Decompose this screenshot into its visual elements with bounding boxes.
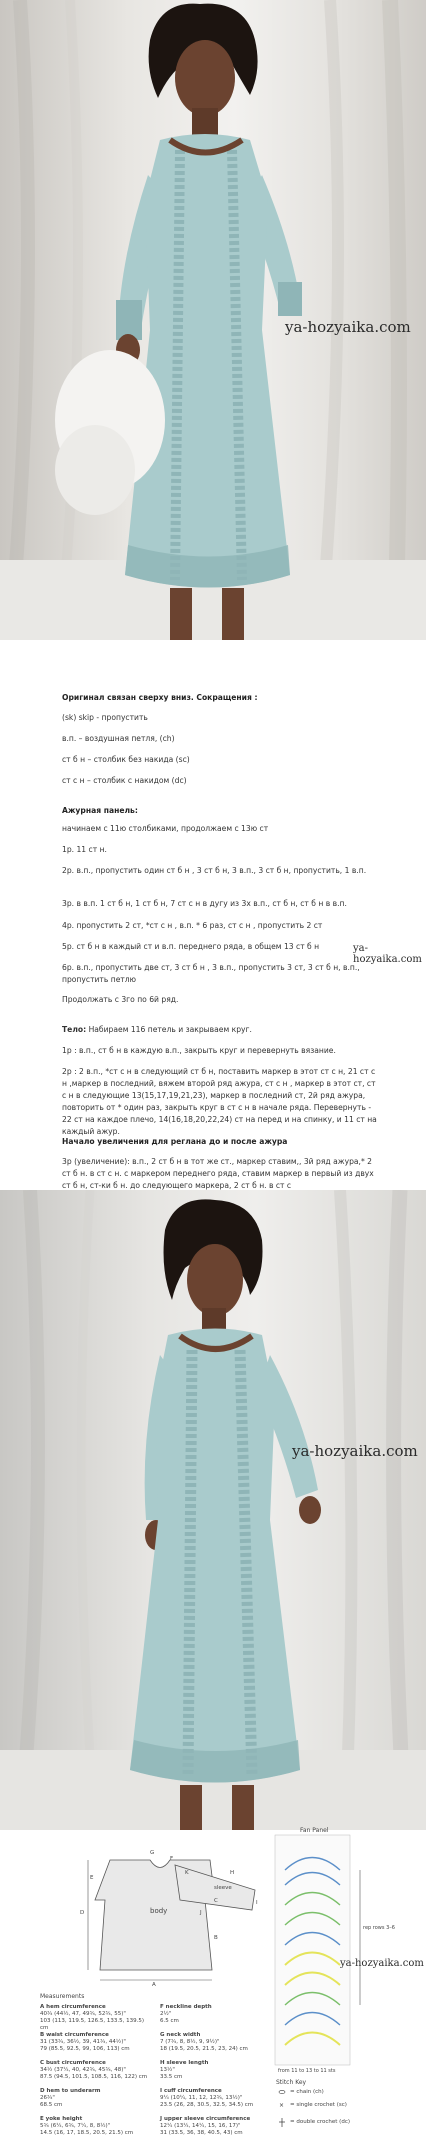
measurement-g-title: G neck width [160, 2032, 201, 2038]
measurement-f [160, 2004, 270, 2025]
abbr-sc: ст б н – столбик без накида (sc) [62, 755, 190, 764]
letter-b: B [214, 1935, 218, 1941]
abbr-dc: ст с н – столбик с накидом (dc) [62, 776, 187, 785]
dress-photo-bottom [0, 1190, 426, 1830]
letter-j: J [200, 1910, 202, 1916]
key-sc: = single crochet (sc) [290, 2102, 347, 2108]
stitch-key-title: Stitch Key [276, 2079, 307, 2086]
panel-row-6: 6р. в.п., пропустить две ст, 3 ст б н , 3 в.п., пропустить 3 ст, 3 ст б н, в.п., пропустить петлю [62, 963, 360, 984]
pattern-text [0, 640, 426, 1190]
dress-photo-top [0, 0, 426, 640]
measurement-b-values: 31 (33¾, 36½, 39, 41¾, 44½)" 79 (85.5, 92.5, 99, 106, 113) cm [40, 2039, 130, 2052]
watermark-photo-top: ya-hozyaika.com [285, 318, 411, 336]
measurement-j-title: J upper sleeve circumference [160, 2116, 251, 2122]
measurements-title: Measurements [40, 1993, 85, 2000]
measurement-f-title: F neckline depth [160, 2004, 212, 2010]
letter-h: H [230, 1870, 235, 1876]
panel-start: начинаем с 11ю столбиками, продолжаем с 13ю ст [62, 824, 269, 833]
sleeve-label-chart: sleeve [214, 1885, 232, 1891]
raglan-heading: Начало увеличения для реглана до и после ажура [62, 1137, 288, 1146]
letter-e: E [90, 1875, 94, 1881]
letter-a: A [152, 1982, 156, 1988]
measurement-g [160, 2032, 270, 2053]
chain-symbol [279, 2090, 285, 2093]
abbr-skip: (sk) skip - пропустить [62, 713, 148, 722]
panel-heading: Ажурная панель: [62, 806, 138, 815]
watermark-photo-bottom: ya-hozyaika.com [292, 1442, 418, 1460]
measurement-c-values: 34½ (37¼, 40, 42¾, 45¾, 48)" 87.5 (94.5, 101.5, 108.5, 116, 122) cm [40, 2067, 148, 2080]
measurement-h-title: H sleeve length [160, 2060, 209, 2066]
letter-d: D [80, 1910, 85, 1916]
fan-panel-chart [275, 1835, 360, 2065]
measurement-d-values: 26¾" 68.5 cm [40, 2095, 63, 2108]
measurement-a-title: A hem circumference [40, 2004, 106, 2010]
letter-c: C [214, 1898, 218, 1904]
key-dc: = double crochet (dc) [290, 2119, 350, 2125]
measurement-h-values: 13½" 33.5 cm [160, 2067, 183, 2080]
abbr-chain: в.п. – воздушная петля, (ch) [62, 734, 175, 743]
watermark-chart: ya-hozyaika.com [340, 1958, 424, 1969]
panel-row-5: 5р. ст б н в каждый ст и в.п. переднего ряда, в общем 13 ст б н [62, 942, 320, 951]
pattern-schematic [0, 1827, 426, 2154]
measurement-i [160, 2088, 270, 2109]
body-row-2: 2р : 2 в.п., *ст с н в следующий ст б н, поставить маркер в этот ст с н, 21 ст с н ,маркер в последний, вяжем второй ряд ажура, ст с н , маркер в этот ст, ст с н в следующие 13(15,17,19,21,23), маркер в последний ст, 2й ряд ажура, повторить от * один раз, закрыть круг в ст с н в начале ряда. Перевернуть - 22 ст на каждое плечо, 14(16,18,20,22,24) ст на перед и на спинку, и 11 ст на каждый ажур. [62, 1067, 377, 1136]
measurement-j-values: 12¼ (13¼, 14¼, 15, 16, 17)" 31 (33.5, 36, 38, 40.5, 43) cm [160, 2123, 243, 2136]
measurement-i-values: 9¼ (10¼, 11, 12, 12¾, 13½)" 23.5 (26, 28, 30.5, 32.5, 34.5) cm [160, 2095, 254, 2108]
measurement-a [40, 2004, 150, 2032]
measurement-j [160, 2116, 270, 2137]
panel-row-4: 4р. пропустить 2 ст, *ст с н , в.п. * 6 раз, ст с н , пропустить 2 ст [62, 921, 323, 930]
intro-heading: Оригинал связан сверху вниз. Сокращения : [62, 693, 258, 702]
measurement-e-values: 5¾ (6¼, 6¾, 7¼, 8, 8½)" 14.5 (16, 17, 18.5, 20.5, 21.5) cm [40, 2123, 134, 2136]
dress-photo-bottom-illustration [0, 1190, 426, 1830]
body-label-chart: body [150, 1907, 168, 1915]
body-row-1: 1р : в.п., ст б н в каждую в.п., закрыть круг и перевернуть вязание. [62, 1046, 336, 1055]
measurement-b [40, 2032, 150, 2053]
panel-repeat: Продолжать с 3го по 6й ряд. [62, 995, 179, 1004]
watermark-text: ya-hozyaika.com [353, 943, 422, 965]
from-label: from 11 to 13 to 11 sts [278, 2068, 336, 2074]
measurement-d [40, 2088, 150, 2109]
body-row-3: 3р (увеличение): в.п., 2 ст б н в тот же ст., маркер ставим,, 3й ряд ажура,* 2 ст б н. в ст с н. с маркером переднего ряда, ставим маркер в первый из двух ст б н, ст-ки б н. до следующего маркера, 2 ст б н. в ст с [62, 1157, 374, 1190]
measurement-e-title: E yoke height [40, 2116, 83, 2122]
panel-row-3: 3р. в в.п. 1 ст б н, 1 ст б н, 7 ст с н в дугу из 3х в.п., ст б н, ст б н в в.п. [62, 899, 347, 908]
measurement-i-title: I cuff circumference [160, 2088, 222, 2094]
repeat-label: rep rows 3–6 [363, 1925, 395, 1931]
fan-panel-title: Fan Panel [300, 1827, 329, 1834]
body-intro [62, 1024, 382, 1036]
measurement-c [40, 2060, 150, 2081]
measurement-g-values: 7 (7¾, 8, 8½, 9, 9½)" 18 (19.5, 20.5, 21.5, 23, 24) cm [160, 2039, 248, 2052]
measurement-c-title: C bust circumference [40, 2060, 106, 2066]
letter-g: G [150, 1850, 155, 1856]
panel-row-2: 2р. в.п., пропустить один ст б н , 3 ст б н, 3 в.п., 3 ст б н, пропустить, 1 в.п. [62, 866, 367, 875]
sc-symbol: × [279, 2102, 285, 2109]
letter-i: I [256, 1900, 258, 1906]
letter-k: K [185, 1870, 189, 1876]
measurement-a-values: 40¾ (44½, 47, 49¾, 52¾, 55)" 103 (113, 119.5, 126.5, 133.5, 139.5) cm [40, 2011, 145, 2031]
body-label: Тело: [62, 1025, 87, 1034]
body-cast-on: Набираем 116 петель и закрываем круг. [86, 1025, 252, 1034]
measurement-f-values: 2½" 6.5 cm [160, 2011, 179, 2024]
measurement-b-title: B waist circumference [40, 2032, 109, 2038]
measurement-e [40, 2116, 150, 2137]
measurement-d-title: D hem to underarm [40, 2088, 101, 2094]
key-chain: = chain (ch) [290, 2089, 324, 2095]
measurement-h [160, 2060, 270, 2081]
letter-f: F [170, 1856, 174, 1862]
panel-row-1: 1р. 11 ст н. [62, 845, 107, 854]
